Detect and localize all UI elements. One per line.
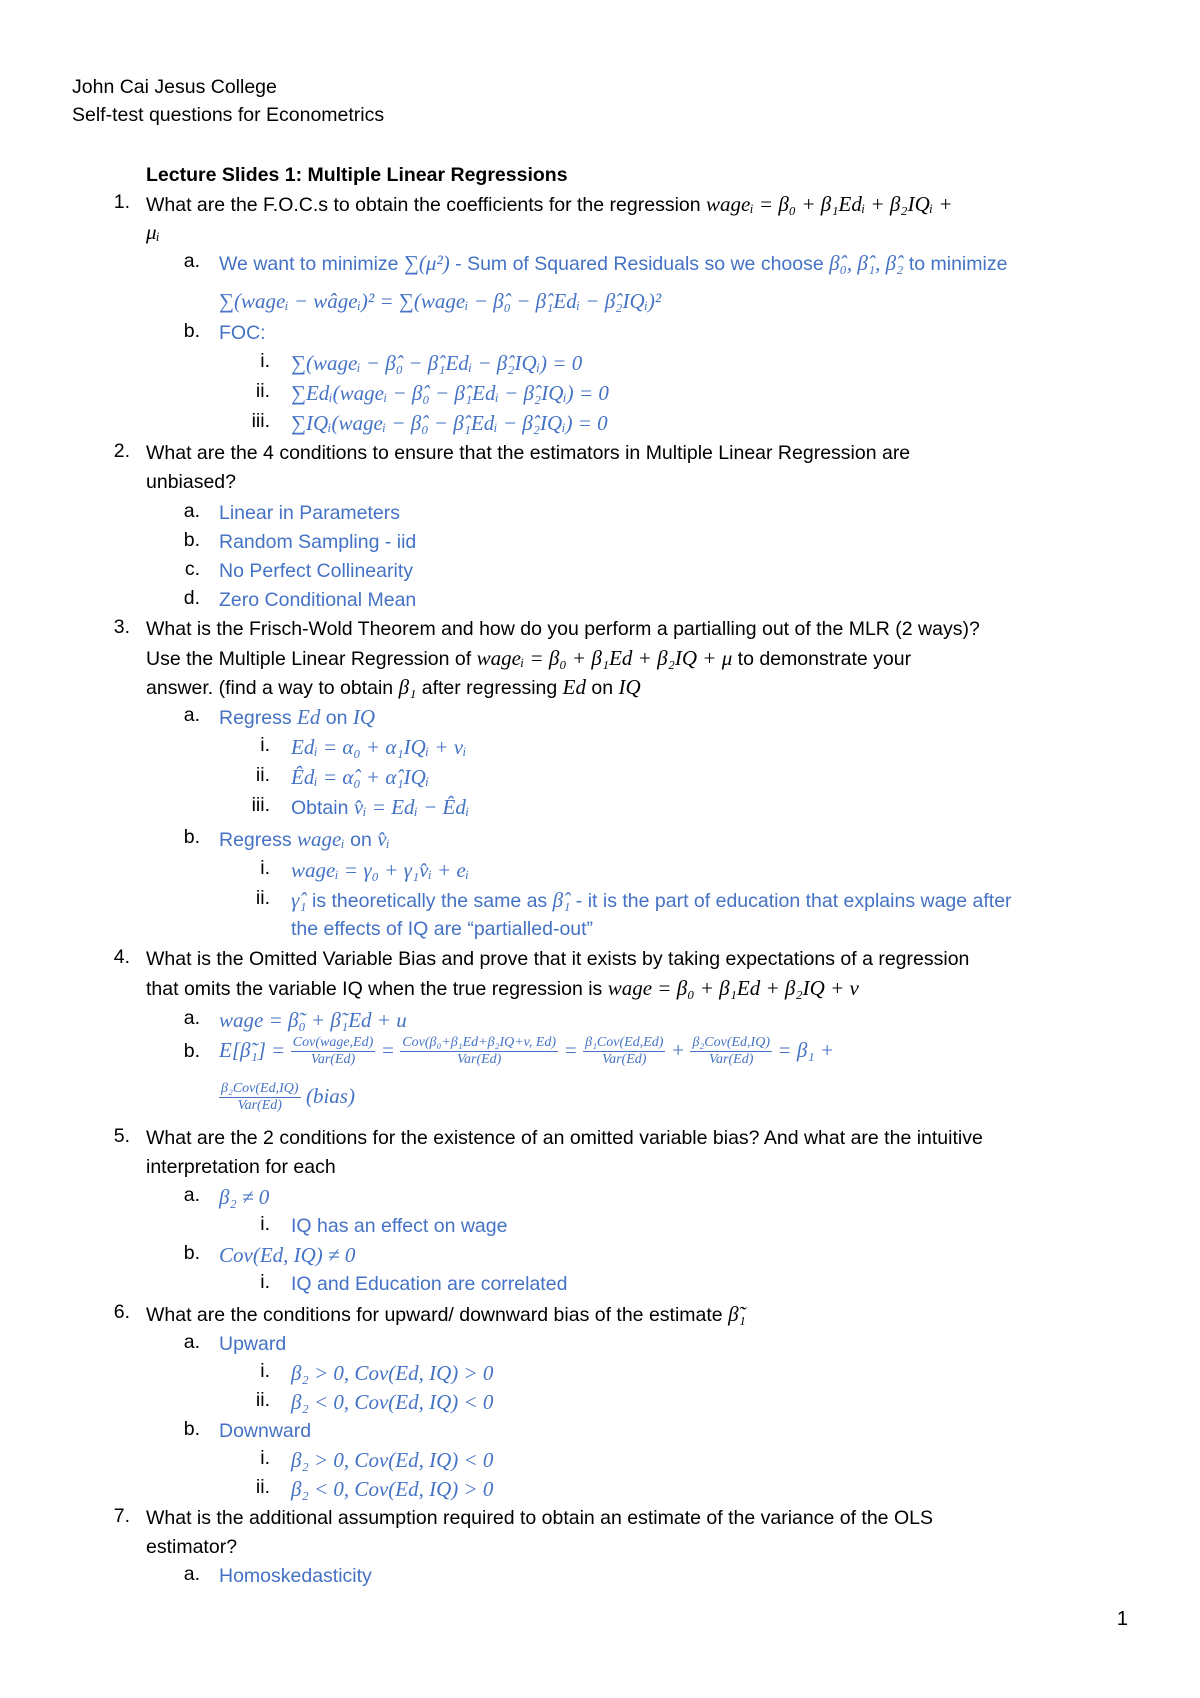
answer-text: Homoskedasticity: [219, 1565, 372, 1587]
equation: ∑(wageᵢ − β̂₀ − β̂₁Edᵢ − β̂₂IQᵢ) = 0: [291, 351, 583, 375]
item-label: a.: [183, 250, 200, 272]
equation: Ed: [562, 675, 586, 699]
fraction-denominator: Var(Ed): [457, 1052, 502, 1068]
question-text: interpretation for each: [146, 1156, 336, 1178]
answer-fragment: - it is the part of education that explains wage after: [570, 890, 1012, 912]
question-text: What is the Omitted Variable Bias and prove that it exists by taking expectations of a regression: [146, 948, 970, 970]
question-number: 4.: [113, 946, 130, 968]
equation: β₂ < 0, Cov(Ed, IQ) < 0: [291, 1390, 494, 1414]
question-text: [146, 975, 859, 1002]
answer-fragment: is theoretically the same as: [306, 890, 553, 912]
fraction-numerator: β₂Cov(Ed,IQ): [221, 1081, 299, 1097]
equation: β₂ > 0, Cov(Ed, IQ) > 0: [291, 1361, 494, 1385]
answer-fragment: on: [320, 707, 353, 729]
answer-text: [291, 887, 1012, 914]
equation: [219, 1030, 834, 1071]
question-number: 6.: [113, 1301, 130, 1323]
fraction: [291, 1035, 375, 1068]
equation: wage = β̃₀ + β̃₁Ed + u: [219, 1008, 407, 1032]
plus-sign: +: [670, 1038, 686, 1062]
fraction-denominator: Var(Ed): [237, 1098, 282, 1114]
header-author: John Cai Jesus College: [72, 76, 277, 98]
equation: wage = β₀ + β₁Ed + β₂IQ + v: [607, 976, 859, 1000]
equation: μᵢ: [146, 220, 160, 244]
answer-fragment: Regress: [219, 829, 298, 851]
question-fragment: answer. (find a way to obtain: [146, 677, 399, 699]
fraction-denominator: Var(Ed): [310, 1052, 356, 1068]
answer-text: Zero Conditional Mean: [219, 589, 417, 611]
equation: Êdᵢ = α̂₀ + α̂₁IQᵢ: [291, 765, 430, 789]
answer-fragment: Obtain: [291, 797, 354, 819]
equation: γ̂₁: [291, 888, 307, 912]
question-fragment: What are the conditions for upward/ downward bias of the estimate: [146, 1304, 729, 1326]
fraction: [690, 1035, 772, 1068]
question-1-text: What are the F.O.C.s to obtain the coefficients for the regression: [146, 194, 707, 216]
answer-text: [219, 826, 390, 853]
equation: Cov(Ed, IQ) ≠ 0: [219, 1243, 356, 1267]
item-label: i.: [260, 734, 270, 756]
fraction: [583, 1035, 665, 1068]
equation: β̂₀, β̂₁, β̂₂: [829, 251, 904, 275]
answer-text: FOC:: [219, 322, 266, 344]
question-number: 5.: [113, 1125, 130, 1147]
equation: = β₁ +: [777, 1038, 835, 1062]
question-number: 7.: [113, 1505, 130, 1527]
equation: Ed: [297, 705, 321, 729]
question-text: What is the Frisch-Wold Theorem and how do you perform a partialling out of the MLR (2 ways)?: [146, 618, 980, 640]
equals-sign: =: [563, 1038, 578, 1062]
item-label: b.: [183, 1040, 200, 1062]
item-label: b.: [183, 320, 200, 342]
equation: ∑(μ²): [403, 251, 450, 275]
item-label: a.: [183, 500, 200, 522]
item-label: ii.: [255, 887, 270, 909]
fraction: [400, 1035, 558, 1068]
answer-text: [219, 704, 375, 731]
question-text: [146, 191, 953, 218]
fraction-denominator: Var(Ed): [602, 1052, 647, 1068]
question-text: estimator?: [146, 1536, 238, 1558]
question-text: What are the 4 conditions to ensure that the estimators in Multiple Linear Regression are: [146, 442, 911, 464]
item-label: a.: [183, 704, 200, 726]
item-label: b.: [183, 1242, 200, 1264]
equation: wageᵢ: [297, 827, 345, 851]
equation: ∑(wageᵢ − wâgeᵢ)² = ∑(wageᵢ − β̂₀ − β̂₁Edᵢ − β̂₂IQᵢ)²: [219, 289, 662, 313]
question-fragment: after regressing: [416, 677, 563, 699]
equation: wageᵢ = β₀ + β₁Ed + β₂IQ + μ: [476, 646, 733, 670]
equation: [219, 1076, 355, 1117]
equation: β₂ < 0, Cov(Ed, IQ) > 0: [291, 1477, 494, 1501]
question-text: [146, 1301, 746, 1328]
question-text: What are the 2 conditions for the existence of an omitted variable bias? And what are the intuitive: [146, 1127, 983, 1149]
equation: β̃₁: [728, 1302, 746, 1326]
equation: β₁: [398, 675, 417, 699]
item-label: a.: [183, 1184, 200, 1206]
item-label: ii.: [255, 1476, 270, 1498]
item-label: c.: [184, 558, 200, 580]
question-number: 3.: [113, 616, 130, 638]
answer-fragment: on: [344, 829, 378, 851]
question-fragment: on: [585, 677, 619, 699]
equation: IQ: [352, 705, 376, 729]
question-number: 1.: [113, 191, 130, 213]
item-label: iii.: [251, 794, 270, 816]
equation: wageᵢ = γ₀ + γ₁v̂ᵢ + eᵢ: [291, 858, 470, 882]
answer-text: the effects of IQ are “partialled-out”: [291, 918, 594, 940]
fraction-numerator: β₁Cov(Ed,Ed): [585, 1035, 664, 1051]
fraction-numerator: Cov(wage,Ed): [292, 1035, 374, 1051]
item-label: ii.: [255, 764, 270, 786]
answer-text: Random Sampling - iid: [219, 531, 417, 553]
item-label: a.: [183, 1563, 200, 1585]
item-label: i.: [260, 857, 270, 879]
item-label: iii.: [251, 410, 270, 432]
item-label: a.: [183, 1007, 200, 1029]
question-fragment: to demonstrate your: [732, 648, 912, 670]
question-fragment: that omits the variable IQ when the true regression is: [146, 978, 608, 1000]
item-label: b.: [183, 529, 200, 551]
answer-text: [219, 250, 1007, 277]
equation: wageᵢ = β₀ + β₁Edᵢ + β₂IQᵢ +: [706, 192, 953, 216]
equation: β̂₁: [552, 888, 571, 912]
item-label: b.: [183, 826, 200, 848]
answer-text: Linear in Parameters: [219, 502, 401, 524]
question-number: 2.: [113, 440, 130, 462]
fraction: [219, 1081, 301, 1114]
equation: β₂ ≠ 0: [219, 1185, 270, 1209]
equation: IQ: [618, 675, 641, 699]
item-label: ii.: [255, 380, 270, 402]
answer-fragment: - Sum of Squared Residuals so we choose: [449, 253, 830, 275]
item-label: i.: [260, 1213, 270, 1235]
equation: Edᵢ = α₀ + α₁IQᵢ + vᵢ: [291, 735, 467, 759]
answer-fragment: to minimize: [903, 253, 1008, 275]
answer-text: No Perfect Collinearity: [219, 560, 413, 582]
item-label: ii.: [255, 1389, 270, 1411]
equation: E[β̃₁] =: [219, 1038, 286, 1062]
page-number: 1: [1116, 1608, 1128, 1630]
answer-text: [291, 794, 469, 821]
equation: β₂ > 0, Cov(Ed, IQ) < 0: [291, 1448, 494, 1472]
item-label: i.: [260, 1447, 270, 1469]
fraction-denominator: Var(Ed): [709, 1052, 754, 1068]
question-text: unbiased?: [146, 471, 236, 493]
equation: ∑Edᵢ(wageᵢ − β̂₀ − β̂₁Edᵢ − β̂₂IQᵢ) = 0: [291, 381, 609, 405]
answer-text: Upward: [219, 1333, 287, 1355]
fraction-numerator: β₂Cov(Ed,IQ): [692, 1035, 770, 1051]
item-label: b.: [183, 1418, 200, 1440]
equation: v̂ᵢ = Edᵢ − Êdᵢ: [353, 795, 470, 819]
question-text: [146, 674, 641, 701]
answer-text: IQ has an effect on wage: [291, 1215, 508, 1237]
item-label: d.: [183, 587, 200, 609]
item-label: i.: [260, 1271, 270, 1293]
answer-text: Downward: [219, 1420, 312, 1442]
answer-fragment: Regress: [219, 707, 298, 729]
header-title: Self-test questions for Econometrics: [72, 104, 385, 126]
item-label: i.: [260, 350, 270, 372]
item-label: a.: [183, 1331, 200, 1353]
item-label: i.: [260, 1360, 270, 1382]
question-text: What is the additional assumption required to obtain an estimate of the variance of the OLS: [146, 1507, 933, 1529]
equals-sign: =: [380, 1038, 395, 1062]
equation: v̂ᵢ: [377, 827, 390, 851]
fraction-numerator: Cov(β₀+β₁Ed+β₂IQ+v, Ed): [402, 1035, 557, 1051]
question-fragment: Use the Multiple Linear Regression of: [146, 648, 477, 670]
section-title: Lecture Slides 1: Multiple Linear Regressions: [146, 164, 568, 186]
answer-fragment: We want to minimize: [219, 253, 404, 275]
answer-text: IQ and Education are correlated: [291, 1273, 568, 1295]
question-text: [146, 645, 911, 672]
equation: ∑IQᵢ(wageᵢ − β̂₀ − β̂₁Edᵢ − β̂₂IQᵢ) = 0: [291, 411, 608, 435]
equation: (bias): [305, 1084, 355, 1108]
